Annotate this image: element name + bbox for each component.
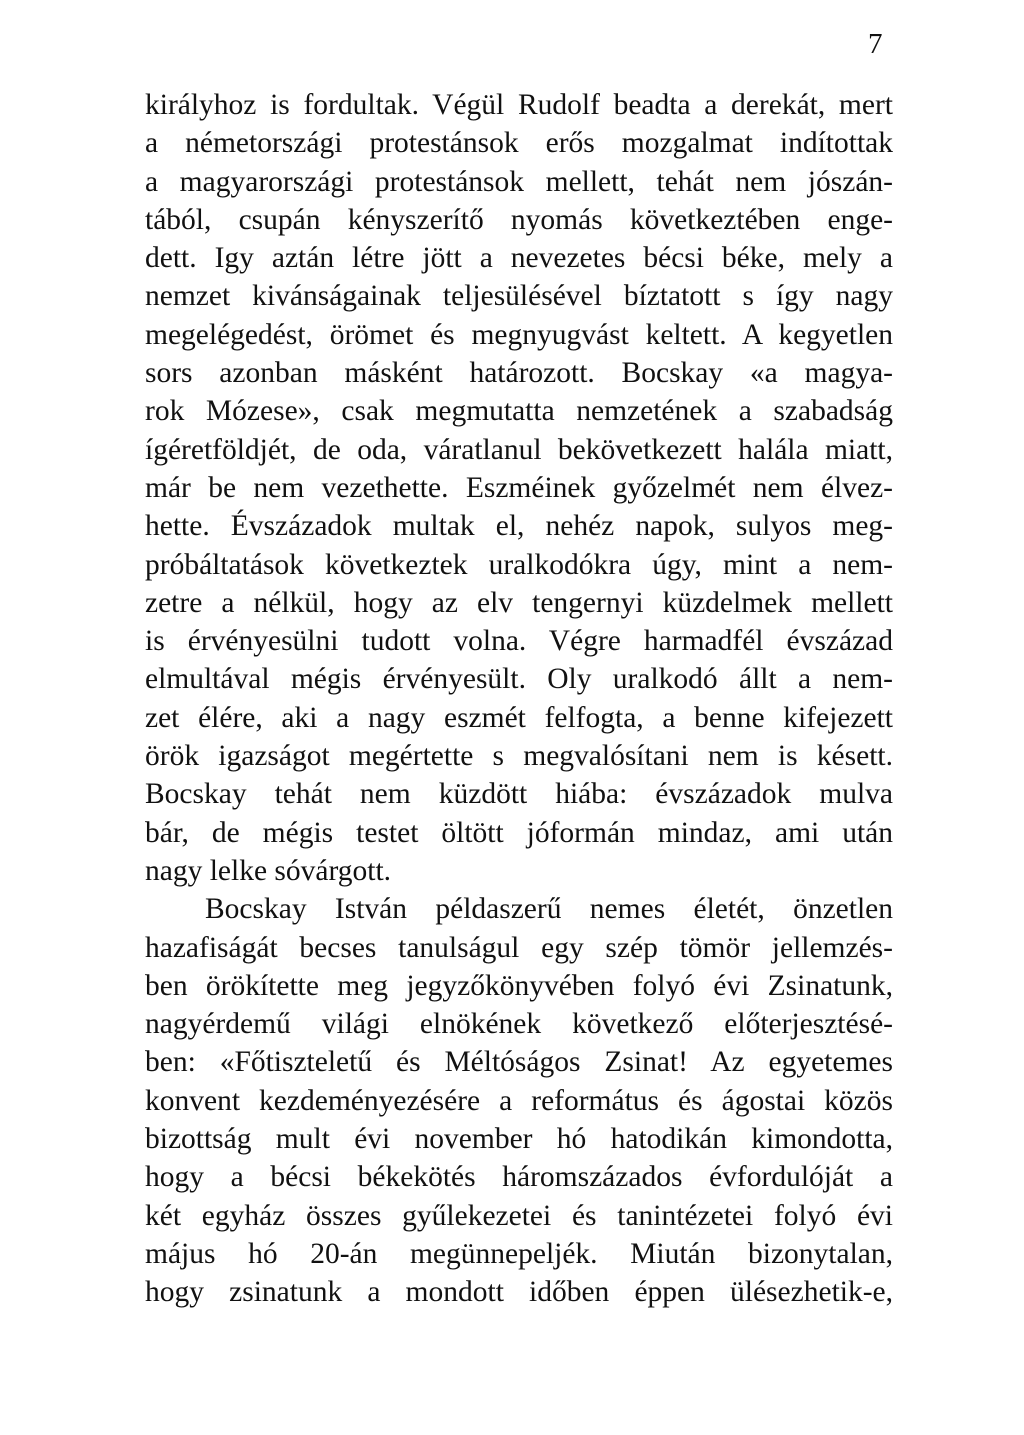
text-line: konvent kezdeményezésére a református és ágostai közös (145, 1084, 893, 1117)
text-line: hette. Évszázadok multak el, nehéz napok, sulyos meg- (145, 510, 893, 543)
text-line: örök igazságot megértette s megvalósítani nem is késett. (145, 740, 893, 773)
paragraph-2 (145, 890, 893, 1311)
text-line: királyhoz is fordultak. Végül Rudolf beadta a derekát, mert (145, 89, 893, 121)
text-line: ben örökítette meg jegyzőkönyvében folyó évi Zsinatunk, (145, 969, 893, 1002)
text-line: ben: «Főtiszteletű és Méltóságos Zsinat! Az egyetemes (145, 1046, 893, 1079)
text-line: bár, de mégis testet öltött jóformán mindaz, ami után (145, 816, 893, 849)
text-line: próbáltatások következtek uralkodókra úgy, mint a nem- (145, 548, 893, 581)
text-line: rok Mózese», csak megmutatta nemzetének a szabadság (145, 395, 893, 428)
text-line: nagy lelke sóvárgott. (145, 854, 392, 887)
text-line: megelégedést, örömet és megnyugvást keltett. A kegyetlen (145, 318, 893, 351)
text-line: hazafiságát becses tanulságul egy szép tömör jellemzés- (145, 931, 893, 964)
text-line: Bocskay István példaszerű nemes életét, önzetlen (205, 893, 893, 926)
text-line: a németországi protestánsok erős mozgalmat indítottak (145, 127, 893, 160)
text-line: ígéretföldjét, de oda, váratlanul bekövetkezett halála miatt, (145, 433, 893, 466)
text-line: május hó 20-án megünnepeljék. Miután bizonytalan, (145, 1237, 893, 1270)
text-line: két egyház összes gyűlekezetei és tanintézetei folyó évi (145, 1199, 893, 1232)
text-line: már be nem vezethette. Eszméinek győzelmét nem élvez- (145, 471, 893, 504)
text-line: Bocskay tehát nem küzdött hiába: évszázadok mulva (145, 778, 893, 811)
text-line: elmultával mégis érvényesült. Oly uralkodó állt a nem- (145, 663, 893, 696)
text-line: tából, csupán kényszerítő nyomás következtében enge- (145, 203, 893, 236)
text-line: is érvényesülni tudott volna. Végre harmadfél évszázad (145, 625, 893, 658)
text-line: sors azonban másként határozott. Bocskay «a magya- (145, 357, 893, 390)
text-line: hogy a bécsi békekötés háromszázados évfordulóját a (145, 1161, 893, 1194)
paragraph-1 (145, 86, 893, 890)
body-text (145, 86, 893, 1312)
text-line: bizottság mult évi november hó hatodikán kimondotta, (145, 1123, 893, 1156)
text-line: nemzet kivánságainak teljesülésével bíztatott s így nagy (145, 280, 893, 313)
text-line: nagyérdemű világi elnökének következő előterjesztésé- (145, 1008, 893, 1041)
text-line: zet élére, aki a nagy eszmét felfogta, a benne kifejezett (145, 701, 893, 734)
text-line: dett. Igy aztán létre jött a nevezetes bécsi béke, mely a (145, 242, 893, 275)
text-line: hogy zsinatunk a mondott időben éppen ülésezhetik-e, (145, 1276, 893, 1309)
page-number: 7 (868, 28, 883, 60)
text-line: a magyarországi protestánsok mellett, tehát nem jószán- (145, 165, 893, 198)
text-line: zetre a nélkül, hogy az elv tengernyi küzdelmek mellett (145, 586, 893, 619)
